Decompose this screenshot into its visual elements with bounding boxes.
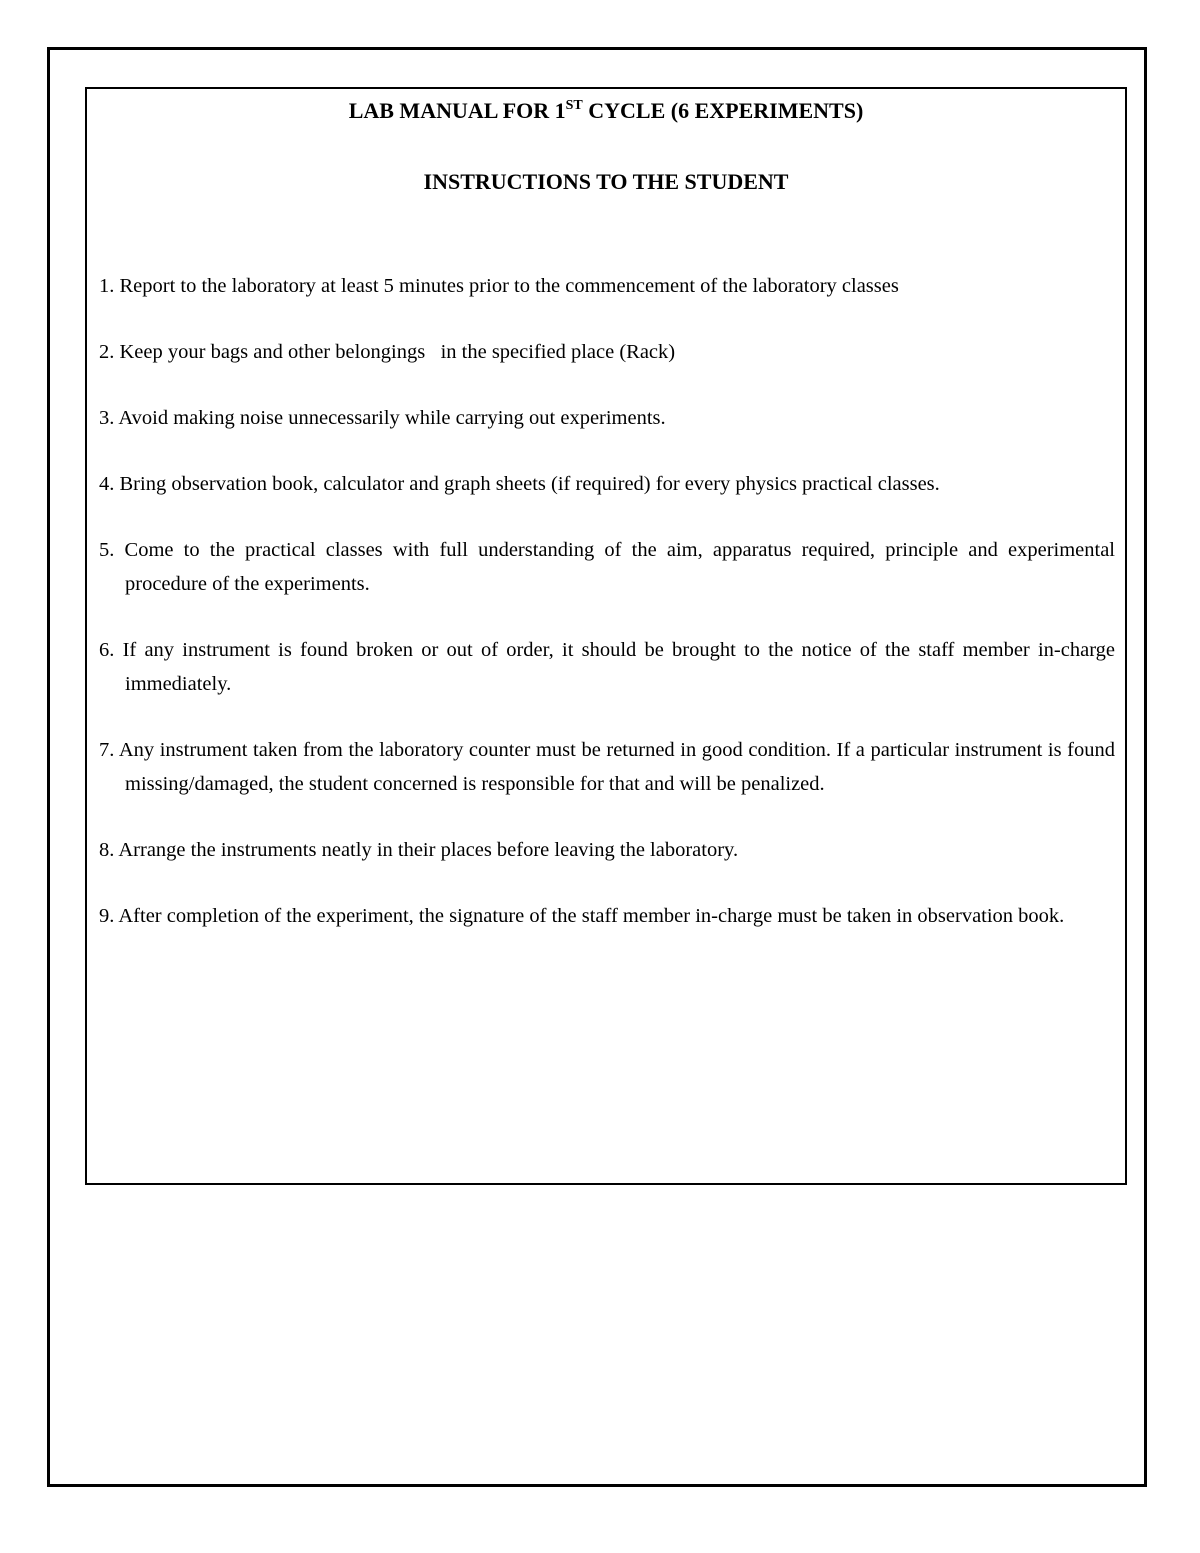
- instruction-item-6: 6. If any instrument is found broken or out of order, it should be brought to the notice of the staff member in-charge immediately.: [99, 639, 1115, 695]
- instruction-item-1: 1. Report to the laboratory at least 5 minutes prior to the commencement of the laboratory classes: [99, 275, 899, 297]
- instruction-item-4: 4. Bring observation book, calculator and graph sheets (if required) for every physics practical classes.: [99, 473, 940, 495]
- title-suffix: CYCLE (6 EXPERIMENTS): [582, 98, 864, 123]
- instruction-item-2: 2. Keep your bags and other belongings in the specified place (Rack): [99, 341, 676, 363]
- title-prefix: LAB MANUAL FOR 1: [348, 98, 566, 123]
- instruction-item-3: 3. Avoid making noise unnecessarily while carrying out experiments.: [99, 407, 666, 429]
- section-heading: INSTRUCTIONS TO THE STUDENT: [423, 169, 789, 194]
- page-title: [87, 97, 1125, 125]
- instruction-item-9: 9. After completion of the experiment, the signature of the staff member in-charge must be taken in observation book.: [99, 905, 1065, 927]
- instruction-item-7: 7. Any instrument taken from the laboratory counter must be returned in good condition. If a particular instrument is found missing/damaged, the student concerned is responsible for that and will be penalized.: [99, 739, 1115, 795]
- title-superscript: ST: [565, 98, 583, 113]
- instructions-box: [85, 87, 1127, 1185]
- instruction-item-5: 5. Come to the practical classes with full understanding of the aim, apparatus required, principle and experimental procedure of the experiments.: [99, 539, 1115, 595]
- instruction-item-8: 8. Arrange the instruments neatly in their places before leaving the laboratory.: [99, 839, 739, 861]
- instructions-list: [99, 269, 1115, 965]
